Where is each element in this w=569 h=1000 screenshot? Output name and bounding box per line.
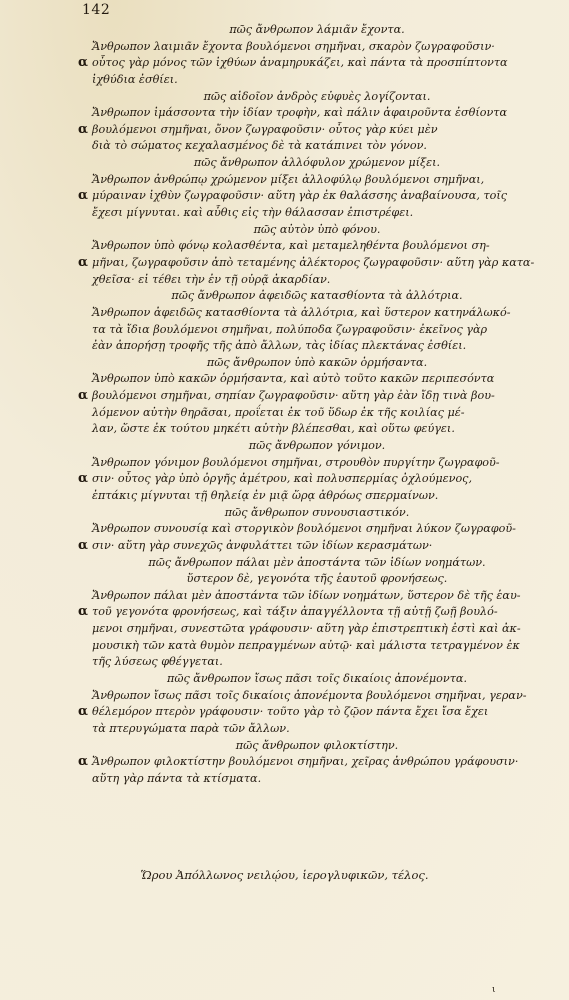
line-text: Ἄνθρωπον ἴσως πᾶσι τοῖς δικαίοις ἀπονέμοντα βουλόμενοι σημῆναι, γεραν-	[92, 688, 527, 702]
margin-marker: α	[78, 254, 89, 270]
text-line	[92, 421, 542, 438]
text-line	[92, 371, 542, 388]
line-text: πῶς ἄνθρωπον γόνιμον.	[248, 439, 386, 453]
text-line	[78, 604, 542, 621]
section-heading	[92, 738, 542, 755]
text-line	[92, 588, 542, 605]
text-line	[92, 688, 542, 705]
page-number: 142	[82, 2, 111, 18]
line-text: Ἄνθρωπον πάλαι μὲν ἀποστάντα τῶν ἰδίων νοημάτων, ὕστερον δὲ τῆς ἑαυ-	[92, 588, 521, 602]
line-text: πῶς ἄνθρωπον ὑπὸ κακῶν ὁρμήσαντα.	[206, 355, 428, 369]
line-text: τοῦ γεγονότα φρονήσεως, καὶ τάξιν ἀπαγγέλλοντα τῇ αὐτῇ ζωῇ βουλό-	[92, 605, 498, 619]
line-text: Ἄνθρωπον ὑπὸ κακῶν ὁρμήσαντα, καὶ αὐτὸ τοῦτο κακῶν περιπεσόντα	[92, 372, 495, 386]
text-line	[78, 254, 542, 272]
line-text: Ἄνθρωπον λαιμιᾶν ἔχοντα βουλόμενοι σημῆναι, σκαρὸν ζωγραφοῦσιν·	[92, 39, 495, 53]
line-text: λαν, ὥστε ἐκ τούτου μηκέτι αὐτὴν βλέπεσθαι, καὶ οὕτω φεύγει.	[92, 422, 455, 436]
section-heading	[92, 222, 542, 239]
line-text: Ἄνθρωπον ἱμάσσοντα τὴν ἰδίαν τροφὴν, καὶ πάλιν ἀφαιροῦντα ἐσθίοντα	[92, 106, 507, 120]
text-line	[78, 121, 542, 139]
line-text: πῶς ἄνθρωπον φιλοκτίστην.	[235, 738, 399, 752]
section-heading	[92, 355, 542, 372]
line-text: πῶς ἄνθρωπον ἴσως πᾶσι τοῖς δικαίοις ἀπονέμοντα.	[166, 671, 468, 685]
margin-marker: α	[78, 55, 89, 71]
text-line	[92, 488, 542, 505]
text-line	[78, 754, 542, 771]
text-line	[78, 704, 542, 721]
text-line	[92, 771, 542, 788]
line-text: ἐὰν ἀπορήσῃ τροφῆς τῆς ἀπὸ ἄλλων, τὰς ἰδίας πλεκτάνας ἐσθίει.	[92, 339, 467, 353]
line-text: βουλόμενοι σημῆναι, ὄνον ζωγραφοῦσιν· οὗτος γὰρ κύει μὲν	[92, 122, 438, 136]
text-line	[78, 471, 542, 488]
text-line	[78, 388, 542, 405]
text-line	[92, 138, 542, 155]
colophon: Ὥρου Ἀπόλλωνος νειλῴου, ἱερογλυφικῶν, τέλος.	[140, 868, 429, 882]
text-line	[78, 537, 542, 555]
line-text: πῶς ἄνθρωπον ἀλλόφυλον χρώμενον μίξει.	[193, 156, 441, 170]
line-text: τα τὰ ἴδια βουλόμενοι σημῆναι, πολύποδα ζωγραφοῦσιν· ἐκεῖνος γὰρ	[92, 322, 488, 336]
text-line	[92, 405, 542, 422]
margin-marker: α	[78, 121, 89, 137]
bottom-mark: ι	[492, 985, 496, 995]
line-text: θέλεμόρον πτερὸν γράφουσιν· τοῦτο γὰρ τὸ ζῷον πάντα ἔχει ἴσα ἔχει	[92, 705, 489, 719]
line-text: ἑπτάκις μίγνυται τῇ θηλείᾳ ἐν μιᾷ ὥρᾳ ἀθρόως σπερμαίνων.	[92, 488, 439, 502]
text-line	[92, 322, 542, 339]
text-line	[92, 521, 542, 538]
line-text: λόμενον αὐτὴν θηρᾶσαι, προΐεται ἐκ τοῦ ὕδωρ ἐκ τῆς κοιλίας μέ-	[92, 405, 465, 419]
text-line	[92, 721, 542, 738]
text-line	[92, 455, 542, 472]
line-text: πῶς ἄνθρωπον συνουσιαστικόν.	[224, 505, 410, 519]
margin-marker: α	[78, 704, 89, 720]
section-heading	[92, 505, 542, 522]
line-text: πῶς ἄνθρωπον ἀφειδῶς κατασθίοντα τὰ ἀλλότρια.	[171, 289, 463, 303]
line-text: αὕτη γὰρ πάντα τὰ κτίσματα.	[92, 771, 262, 785]
section-heading	[92, 89, 542, 106]
text-line	[92, 621, 542, 638]
margin-marker: α	[78, 537, 89, 553]
text-line	[92, 272, 542, 289]
line-text: βουλόμενοι σημῆναι, σηπίαν ζωγραφοῦσιν· αὕτη γὰρ ἐὰν ἴδῃ τινὰ βου-	[92, 389, 495, 403]
line-text: Ἄνθρωπον ἀνθρώπῳ χρώμενον μίξει ἀλλοφύλῳ βουλόμενοι σημῆναι,	[92, 172, 485, 186]
line-text: Ἄνθρωπον φιλοκτίστην βουλόμενοι σημῆναι, χεῖρας ἀνθρώπου γράφουσιν·	[92, 755, 519, 769]
section-heading	[92, 438, 542, 455]
text-line	[92, 238, 542, 255]
line-text: οὗτος γὰρ μόνος τῶν ἰχθύων ἀναμηρυκάζει, καὶ πάντα τὰ προσπίπτοντα	[92, 56, 508, 70]
section-heading	[92, 288, 542, 305]
text-line	[92, 172, 542, 189]
margin-marker: α	[78, 604, 89, 620]
line-text: ἰχθύδια ἐσθίει.	[92, 72, 178, 86]
margin-marker: α	[78, 388, 89, 404]
text-line	[92, 638, 542, 655]
text-line	[78, 55, 542, 72]
line-text: τῆς λύσεως φθέγγεται.	[92, 655, 223, 669]
text-line	[92, 305, 542, 322]
line-text: Ἄνθρωπον ἀφειδῶς κατασθίοντα τὰ ἀλλότρια, καὶ ὕστερον κατηνάλωκό-	[92, 305, 511, 319]
section-heading	[92, 671, 542, 688]
text-line	[92, 654, 542, 671]
section-heading	[92, 22, 542, 39]
line-text: Ἄνθρωπον γόνιμον βουλόμενοι σημῆναι, στρουθὸν πυργίτην ζωγραφοῦ-	[92, 455, 500, 469]
section-heading	[92, 555, 542, 572]
line-text: τὰ πτερυγώματα παρὰ τῶν ἄλλων.	[92, 721, 290, 735]
line-text: μύραιναν ἰχθὺν ζωγραφοῦσιν· αὕτη γὰρ ἐκ θαλάσσης ἀναβαίνουσα, τοῖς	[92, 189, 508, 203]
text-line	[92, 39, 542, 56]
line-text: διὰ τὸ σώματος κεχαλασμένος δὲ τὰ κατάπινει τὸν γόνον.	[92, 139, 427, 153]
text-block	[78, 22, 542, 787]
text-line	[92, 205, 542, 222]
section-heading	[92, 155, 542, 172]
line-text: μουσικὴ τῶν κατὰ θυμὸν πεπραγμένων αὐτῷ· καὶ μάλιστα τετραγμένον ἐκ	[92, 638, 520, 652]
line-text: πῶς αὐτὸν ὑπὸ φόνου.	[253, 222, 381, 236]
margin-marker: α	[78, 471, 89, 487]
line-text: χθεῖσα· εἰ τέθει τὴν ἐν τῇ οὐρᾷ ἀκαρδίαν.	[92, 272, 331, 286]
text-line	[92, 338, 542, 355]
line-text: μενοι σημῆναι, συνεστῶτα γράφουσιν· αὕτη γὰρ ἐπιστρεπτικὴ ἐστὶ καὶ ἀκ-	[92, 622, 521, 636]
line-text: πῶς ἄνθρωπον πάλαι μὲν ἀποστάντα τῶν ἰδίων νοημάτων.	[148, 555, 486, 569]
line-text: ὕστερον δὲ, γεγονότα τῆς ἑαυτοῦ φρονήσεως.	[186, 572, 448, 586]
line-text: σιν· οὗτος γὰρ ὑπὸ ὀργῆς ἀμέτρου, καὶ πολυσπερμίας ὀχλούμενος,	[92, 472, 472, 486]
section-heading	[92, 571, 542, 588]
line-text: Ἄνθρωπον ὑπὸ φόνῳ κολασθέντα, καὶ μεταμεληθέντα βουλόμενοι ση-	[92, 239, 490, 253]
line-text: ἔχεσι μίγνυται. καὶ αὖθις εἰς τὴν θάλασσαν ἐπιστρέφει.	[92, 206, 414, 220]
line-text: πῶς ἄνθρωπον λάμιᾶν ἔχοντα.	[229, 23, 405, 36]
text-line	[92, 72, 542, 89]
margin-marker: α	[78, 754, 89, 770]
text-line	[92, 105, 542, 122]
line-text: Ἄνθρωπον συνουσίᾳ καὶ στοργικὸν βουλόμενοι σημῆναι λύκον ζωγραφοῦ-	[92, 522, 516, 536]
line-text: σιν· αὕτη γὰρ συνεχῶς ἀνφυλάττει τῶν ἰδίων κερασμάτων·	[92, 538, 433, 552]
line-text: μῆναι, ζωγραφοῦσιν ἀπὸ τεταμένης ἀλέκτορος ζωγραφοῦσιν· αὕτη γὰρ κατα-	[92, 255, 535, 269]
text-line	[78, 188, 542, 205]
line-text: πῶς αἰδοῖον ἀνδρὸς εὐφυὲς λογίζονται.	[203, 89, 431, 103]
margin-marker: α	[78, 188, 89, 204]
